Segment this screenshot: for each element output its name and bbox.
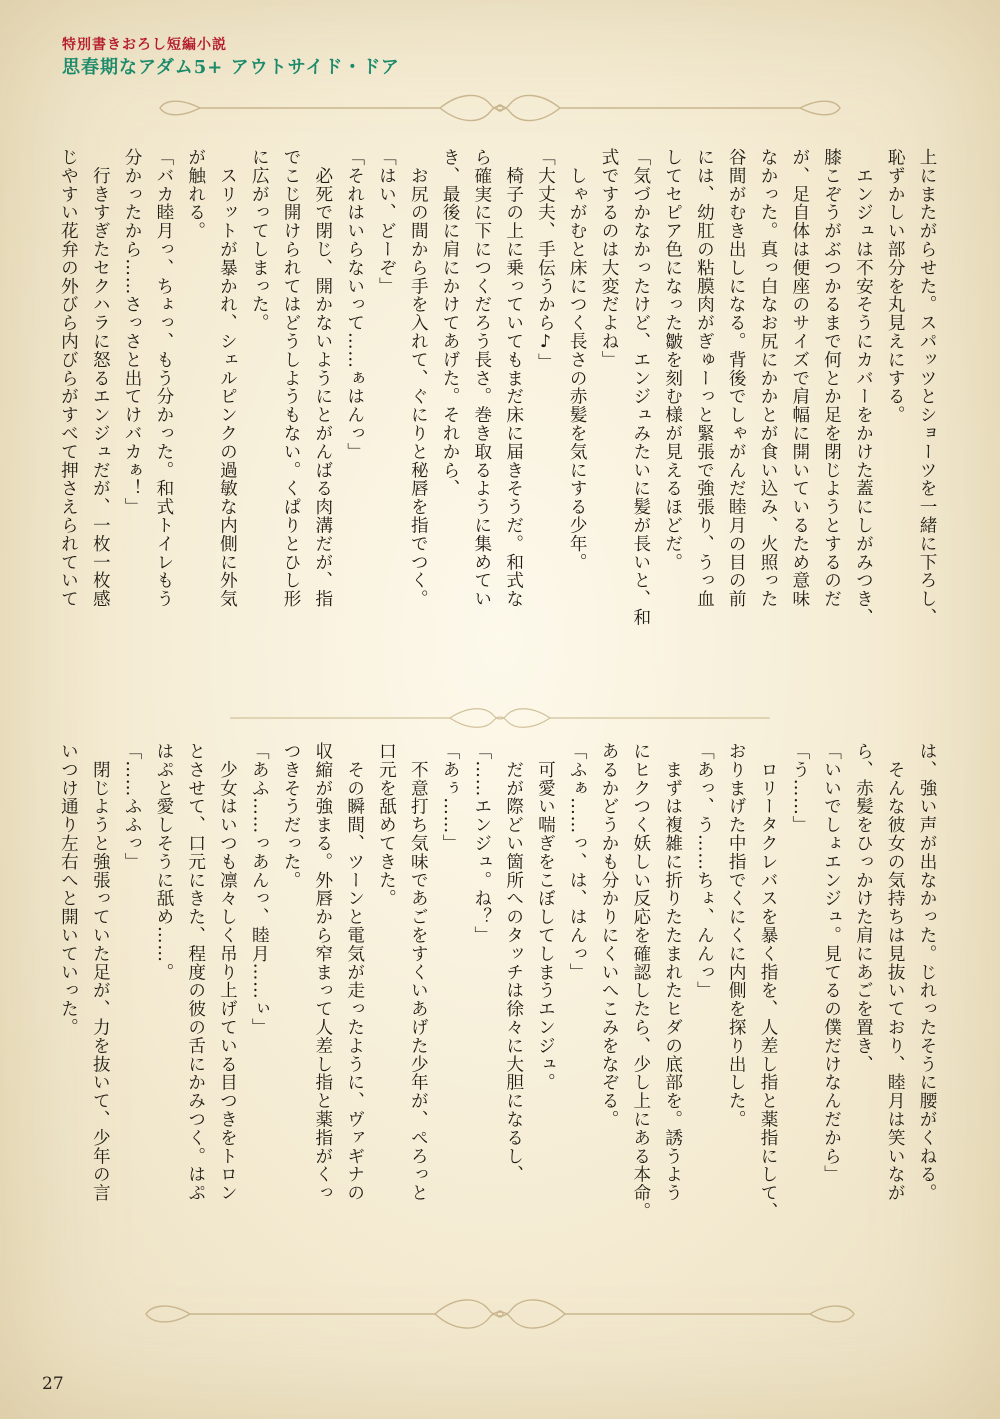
story-title: 思春期なアダム5+ アウトサイド・ドア [62, 57, 400, 78]
text-line: ら、赤髪をひっかけた肩にあごを置き、 [853, 742, 874, 1074]
text-line: いつけ通り左右へと開いていった。 [58, 742, 79, 1037]
text-line: つきそうだった。 [281, 742, 302, 890]
text-line: 少女はいつも凛々しく吊り上げている目つきをトロン [217, 742, 238, 1202]
text-line: 不意打ち気味であごをすくいあげた少年が、ぺろっと [408, 742, 429, 1202]
flourish-divider-bottom-icon [0, 1292, 1000, 1336]
text-line: き、最後に肩にかけてあげた。それから、 [440, 148, 461, 498]
text-line: 可愛い喘ぎをこぼしてしまうエンジュ。 [535, 742, 556, 1092]
text-line: 「う……」 [789, 742, 810, 834]
text-line: 椅子の上に乗っていてもまだ床に届きそうだ。和式な [503, 148, 524, 608]
text-line: ら確実に下につくだろう長さ。巻き取るように集めてい [471, 148, 492, 608]
text-line: でこじ開けられてはどうしようもない。くぱりとひし形 [281, 148, 302, 608]
page-number: 27 [42, 1374, 64, 1394]
text-line: 上にまたがらせた。スパッツとショーツを一緒に下ろし、 [917, 148, 937, 627]
text-line: が触れる。 [185, 148, 206, 240]
text-line: まずは複雑に折りたたまれたヒダの底部を。誘うよう [662, 742, 683, 1202]
text-line: その瞬間、ツーンと電気が走ったように、ヴァギナの [344, 742, 365, 1202]
text-line: 式でするのは大変だよね」 [599, 148, 620, 369]
text-block-upper [58, 148, 942, 688]
text-line: 「気づかなかったけど、エンジュみたいに髪が長いと、和 [630, 148, 651, 627]
text-line: 「はい、どーぞ」 [376, 148, 397, 296]
text-line: 口元を舐めてきた。 [376, 742, 397, 908]
text-line: 「ふぁ……っ、は、はんっ」 [567, 742, 588, 982]
text-line: しゃがむと床につく長さの赤髪を気にする少年。 [567, 148, 588, 572]
text-line: してセピア色になった皺を刻む様が見えるほどだ。 [662, 148, 683, 572]
flourish-divider-middle-icon [0, 700, 1000, 736]
text-line: おりまげた中指でくにくに内側を探り出した。 [726, 742, 747, 1129]
text-line: 「あぅ……」 [440, 742, 461, 853]
text-line: だが際どい箇所へのタッチは徐々に大胆になるし、 [503, 742, 524, 1184]
page-header [62, 36, 400, 80]
text-line: 「いいでしょエンジュ。見てるの僕だけなんだから」 [821, 742, 842, 1184]
text-line: なかった。真っ白なお尻にかかとが食い込み、火照った [758, 148, 779, 608]
text-line: が、足自体は便座のサイズで肩幅に開いているため意味 [789, 148, 810, 608]
text-line: に広がってしまった。 [249, 148, 270, 332]
text-line: は、強い声が出なかった。じれったそうに腰がくねる。 [917, 742, 937, 1202]
text-line: 「バカ睦月っ、ちょっ、もう分かった。和式トイレもう [153, 148, 174, 608]
text-line: 「……ふふっ」 [122, 742, 143, 871]
text-line: 行きすぎたセクハラに怒るエンジュだが、一枚一枚感 [90, 148, 111, 608]
text-line: はぷと愛しそうに舐め……。 [153, 742, 174, 982]
text-line: 膝こぞうがぶつかるまで何とか足を閉じようとするのだ [821, 148, 842, 608]
text-line: 分かったから……さっさと出てけバカぁ！」 [122, 148, 143, 516]
text-line: そんな彼女の気持ちは見抜いており、睦月は笑いなが [885, 742, 906, 1202]
text-block-lower [58, 742, 942, 1282]
text-line: 「……エンジュ。ね？」 [471, 742, 492, 945]
text-line: 「あふ……っあんっ、睦月……ぃ」 [249, 742, 270, 1037]
text-line: ロリータクレバスを暴く指を、人差し指と薬指にして、 [758, 742, 779, 1221]
text-line: 収縮が強まる。外唇から窄まって人差し指と薬指がくっ [312, 742, 333, 1202]
text-line: 恥ずかしい部分を丸見えにする。 [885, 148, 906, 424]
text-line: あるかどうかも分かりにくいへこみをなぞる。 [599, 742, 620, 1129]
series-label: 特別書きおろし短編小説 [62, 37, 227, 53]
text-line: 閉じようと強張っていた足が、力を抜いて、少年の言 [90, 742, 111, 1202]
text-line: には、幼肛の粘膜肉がぎゅーっと緊張で強張り、うっ血 [694, 148, 715, 608]
text-line: 「あっ、う……ちょ、んんっ」 [694, 742, 715, 1000]
text-line: お尻の間から手を入れて、ぐにりと秘唇を指でつく。 [408, 148, 429, 608]
text-line: エンジュは不安そうにカバーをかけた蓋にしがみつき、 [853, 148, 874, 627]
text-line: 「大丈夫、手伝うから♪」 [535, 148, 556, 372]
text-line: とさせて、口元にきた、程度の彼の舌にかみつく。はぷ [185, 742, 206, 1202]
text-line: 「それはいらないって……ぁはんっ」 [344, 148, 365, 461]
text-line: 谷間がむき出しになる。背後でしゃがんだ睦月の目の前 [726, 148, 747, 608]
text-line: 必死で閉じ、開かないようにとがんばる肉溝だが、指 [312, 148, 333, 608]
text-line: じやすい花弁の外びら内びらがすべて押さえられていて [58, 148, 79, 608]
flourish-divider-top-icon [0, 88, 1000, 128]
text-line: スリットが暴かれ、シェルピンクの過敏な内側に外気 [217, 148, 238, 608]
text-line: にヒクつく妖しい反応を確認したら、少し上にある本命。 [630, 742, 651, 1221]
